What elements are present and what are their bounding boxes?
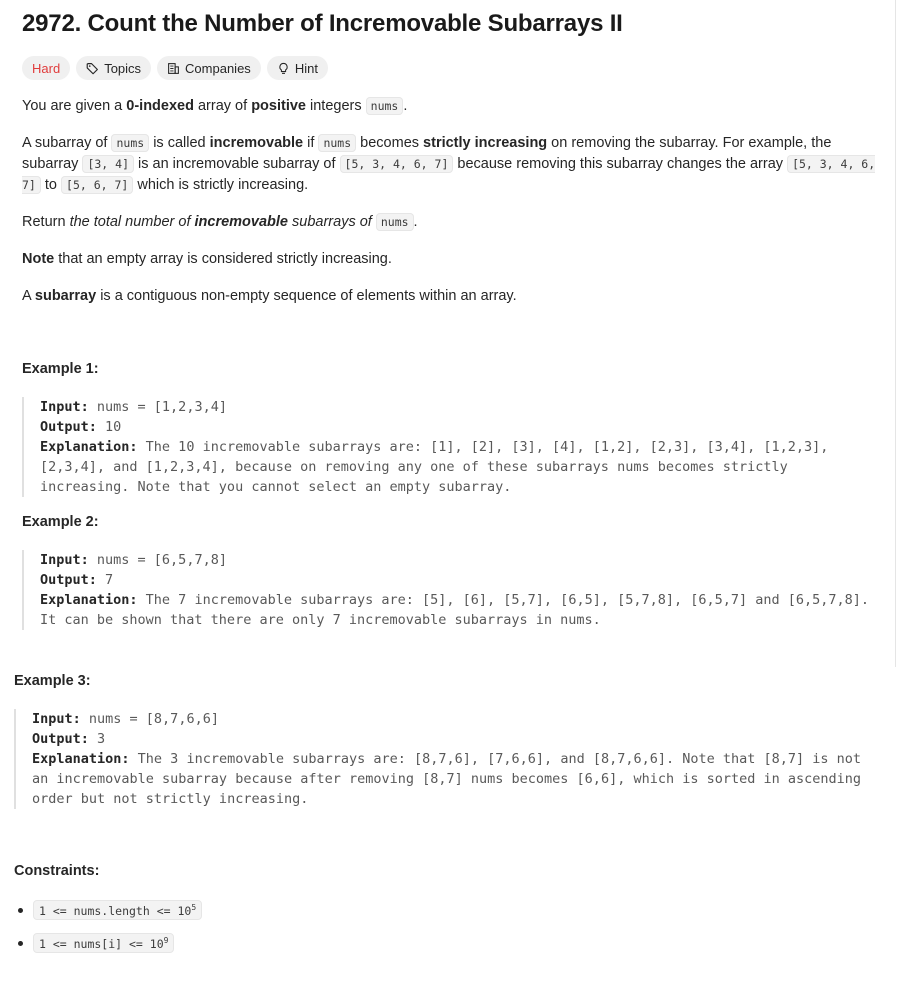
description-p2: A subarray of nums is called incremovable if nums becomes strictly increasing on removing the subarray. For example, the subarray [3, 4] is an incremovable subarray of [5, 3, 4, 6, 7] because removing this subarray changes the array [5, 3, 4, 6, 7] to [5, 6, 7] which is strictly increasing.: [22, 135, 876, 193]
bullet-icon: [18, 908, 23, 913]
example-3-block: Input: nums = [8,7,6,6] Output: 3 Explanation: The 3 incremovable subarrays are: [8,7,6], [7,6,6], and [8,7,6,6]. Note that [8,7] is not an incremovable subarray because after removing [8,7] nums becomes [6,6], which is sorted in ascending order but not strictly increasing.: [14, 709, 880, 809]
topics-label: Topics: [104, 60, 142, 76]
constraints-heading: Constraints:: [14, 863, 100, 879]
companies-button[interactable]: [157, 56, 261, 80]
tag-icon: [86, 62, 99, 75]
hint-label: Hint: [294, 60, 318, 76]
example-2-heading: Example 2:: [22, 514, 99, 530]
example-2-block: Input: nums = [6,5,7,8] Output: 7 Explanation: The 7 incremovable subarrays are: [5], [6], [5,7], [6,5], [5,7,8], [6,5,7] and [6,5,7,8]. It can be shown that there are only 7 incremovable subarrays in nums.: [22, 550, 880, 630]
building-icon: [167, 62, 180, 75]
constraint-item: 1 <= nums[i] <= $10^9$: [14, 932, 202, 954]
constraints-list: [14, 899, 202, 965]
topics-button[interactable]: [76, 56, 151, 80]
tag-row: [22, 56, 328, 80]
companies-label: Companies: [185, 60, 251, 76]
constraint-item: 1 <= nums.length <= $10^5$: [14, 899, 202, 921]
example-3-heading: Example 3:: [14, 673, 91, 689]
example-1-heading: Example 1:: [22, 361, 99, 377]
description-p3: Return the total number of incremovable subarrays of nums .: [22, 214, 418, 230]
example-1-block: Input: nums = [1,2,3,4] Output: 10 Explanation: The 10 incremovable subarrays are: [1], [2], [3], [4], [1,2], [2,3], [3,4], [1,2,3], [2,3,4], and [1,2,3,4], because on removing any one of these subarrays nums becomes strictly increasing. Note that you cannot select an empty subarray.: [22, 397, 880, 497]
problem-title: 2972. Count the Number of Incremovable Subarrays II: [22, 10, 623, 37]
bullet-icon: [18, 941, 23, 946]
hint-button[interactable]: [267, 56, 328, 80]
description-p1: You are given a 0-indexed array of positive integers nums .: [22, 98, 408, 114]
description-p5: A subarray is a contiguous non-empty sequence of elements within an array.: [22, 288, 517, 304]
difficulty-badge[interactable]: Hard: [22, 56, 70, 80]
lightbulb-icon: [277, 62, 290, 75]
description-note: Note that an empty array is considered strictly increasing.: [22, 251, 392, 267]
